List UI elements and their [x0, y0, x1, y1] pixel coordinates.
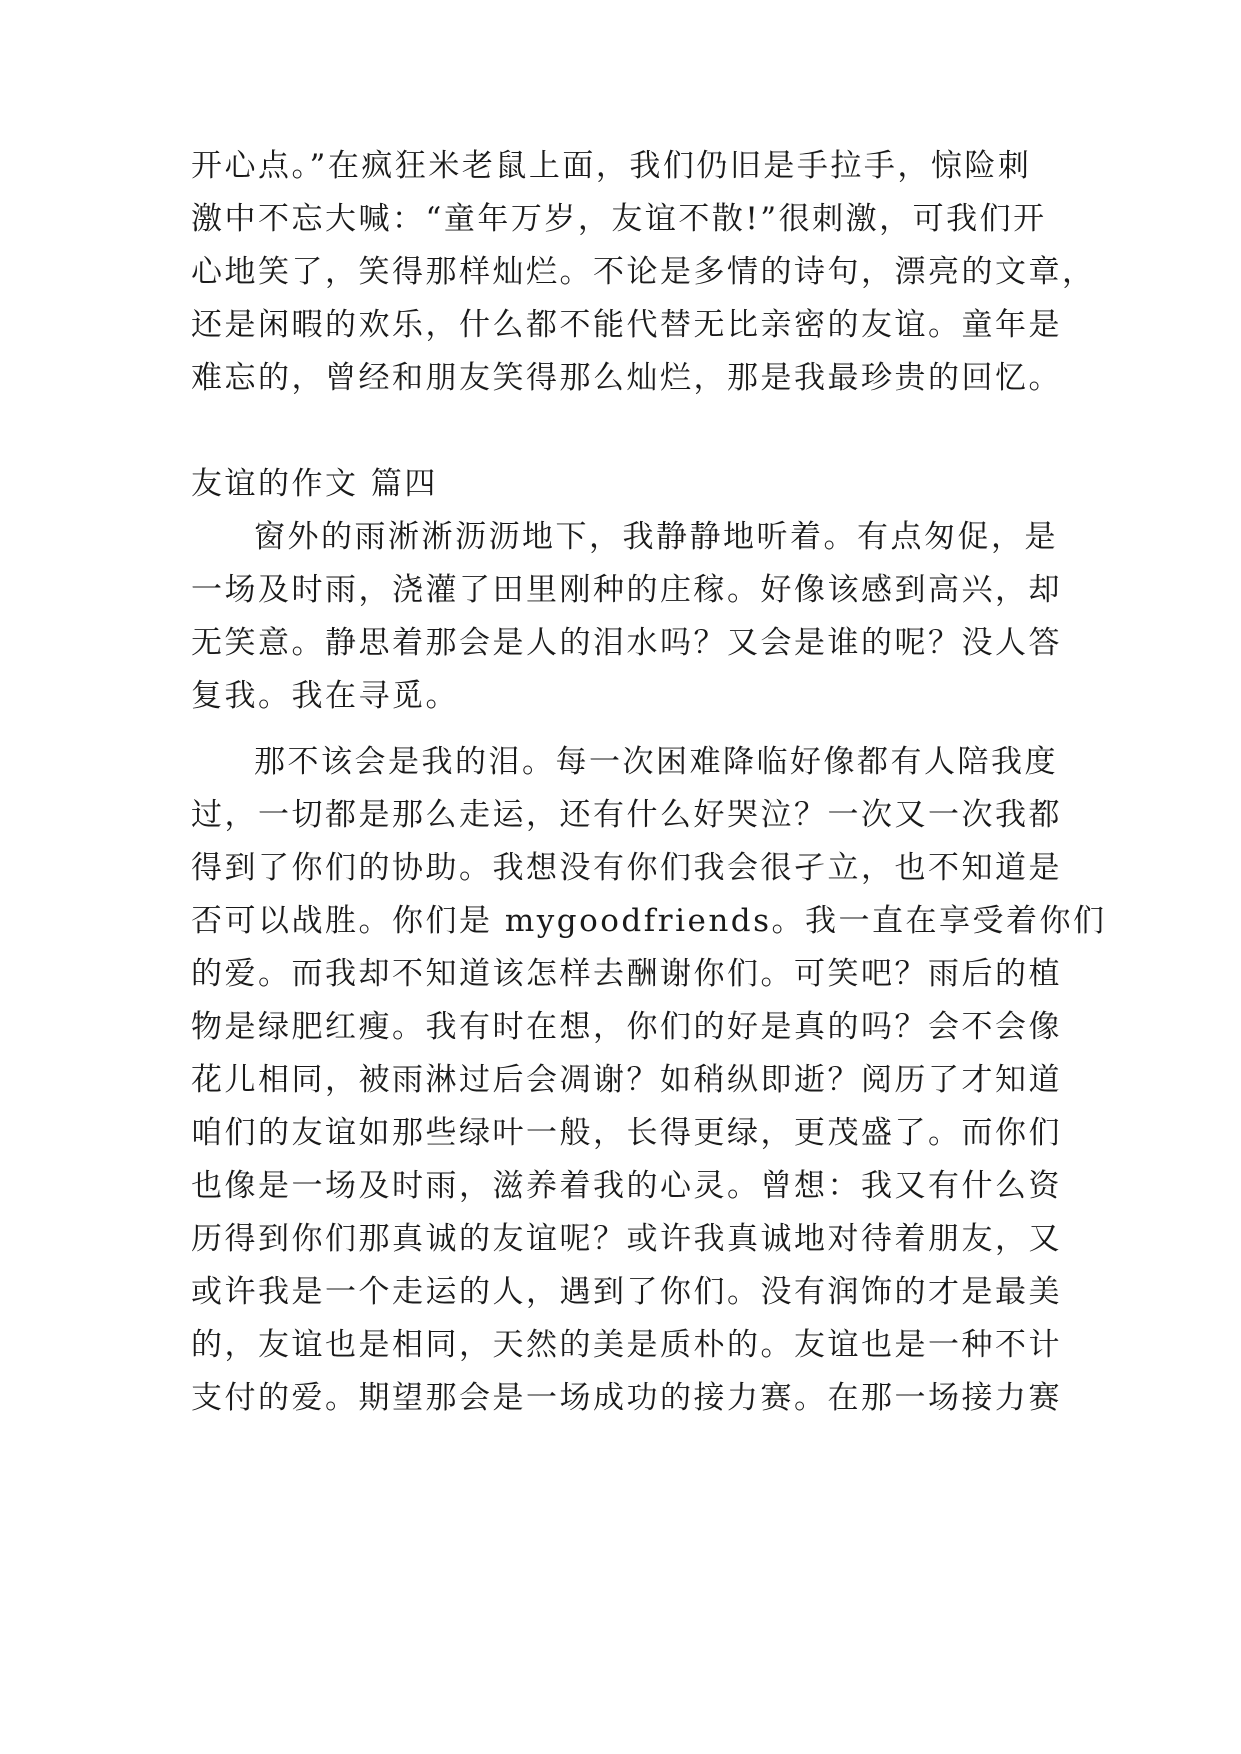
paragraph-line: 难忘的，曾经和朋友笑得那么灿烂，那是我最珍贵的回忆。 [191, 360, 1062, 396]
paragraph-line: 的爱。而我却不知道该怎样去酬谢你们。可笑吧？雨后的植 [191, 956, 1062, 992]
paragraph-line: 咱们的友谊如那些绿叶一般，长得更绿，更茂盛了。而你们 [191, 1115, 1062, 1151]
paragraph-line: 还是闲暇的欢乐，什么都不能代替无比亲密的友谊。童年是 [191, 307, 1062, 343]
paragraph-line: 得到了你们的协助。我想没有你们我会很孑立，也不知道是 [191, 850, 1062, 886]
paragraph-line: 的，友谊也是相同，天然的美是质朴的。友谊也是一种不计 [191, 1327, 1062, 1363]
paragraph-line: 复我。我在寻觅。 [191, 678, 459, 714]
paragraph-line: 过，一切都是那么走运，还有什么好哭泣？一次又一次我都 [191, 797, 1062, 833]
paragraph-line: 无笑意。静思着那会是人的泪水吗？又会是谁的呢？没人答 [191, 625, 1062, 661]
paragraph-line: 也像是一场及时雨，滋养着我的心灵。曾想：我又有什么资 [191, 1168, 1062, 1204]
paragraph-line: 否可以战胜。你们是 mygoodfriends。我一直在享受着你们 [191, 903, 1107, 939]
paragraph-line: 窗外的雨淅淅沥沥地下，我静静地听着。有点匆促，是 [254, 519, 1058, 555]
paragraph-line: 历得到你们那真诚的友谊呢？或许我真诚地对待着朋友，又 [191, 1221, 1062, 1257]
section-heading: 友谊的作文 篇四 [191, 466, 438, 502]
paragraph-line: 一场及时雨，浇灌了田里刚种的庄稼。好像该感到高兴，却 [191, 572, 1062, 608]
paragraph-line: 或许我是一个走运的人，遇到了你们。没有润饰的才是最美 [191, 1274, 1062, 1310]
paragraph-line: 那不该会是我的泪。每一次困难降临好像都有人陪我度 [254, 744, 1058, 780]
paragraph-line: 开心点。”在疯狂米老鼠上面，我们仍旧是手拉手，惊险刺 [191, 148, 1032, 184]
paragraph-line: 支付的爱。期望那会是一场成功的接力赛。在那一场接力赛 [191, 1380, 1062, 1416]
paragraph-line: 物是绿肥红瘦。我有时在想，你们的好是真的吗？会不会像 [191, 1009, 1062, 1045]
paragraph-line: 心地笑了，笑得那样灿烂。不论是多情的诗句，漂亮的文章， [191, 254, 1096, 290]
paragraph-line: 激中不忘大喊：“童年万岁，友谊不散!”很刺激，可我们开 [191, 201, 1047, 237]
paragraph-line: 花儿相同，被雨淋过后会凋谢？如稍纵即逝？阅历了才知道 [191, 1062, 1062, 1098]
